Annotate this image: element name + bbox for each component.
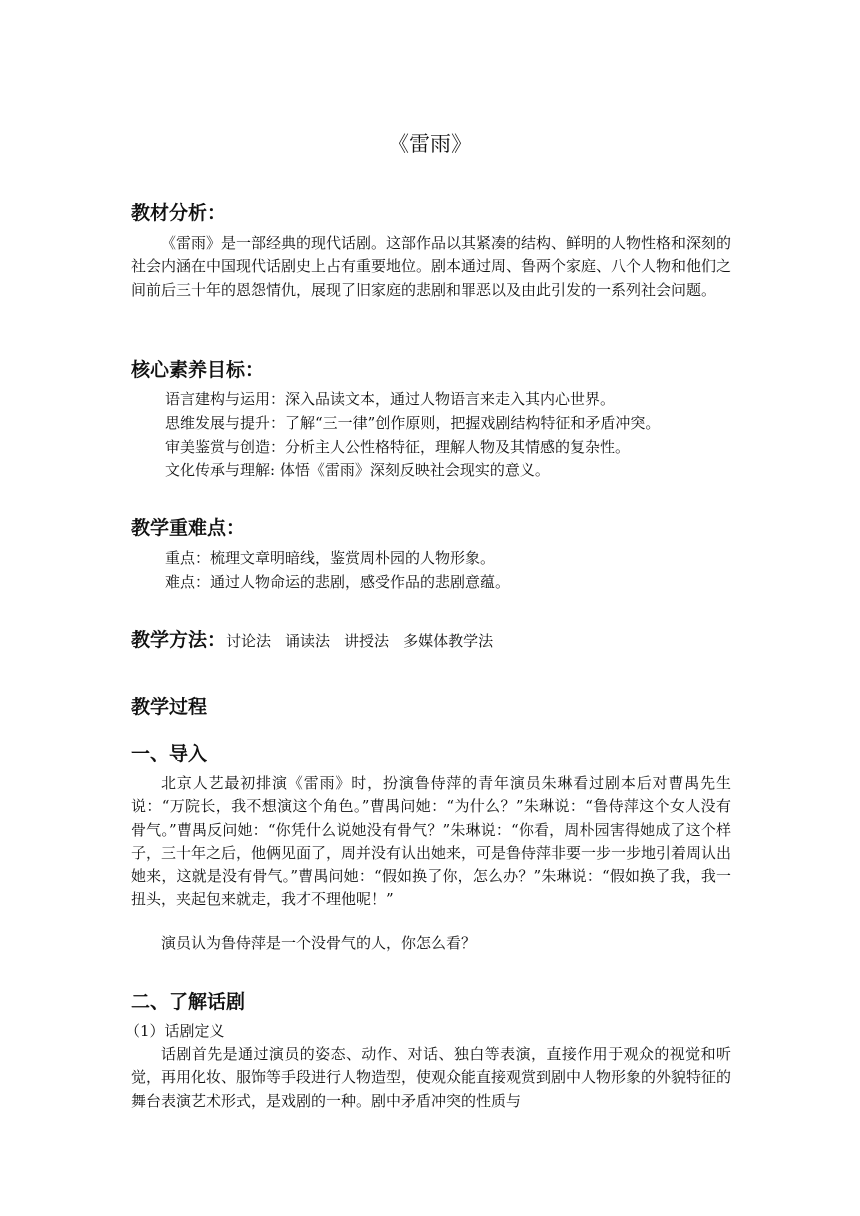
goal-item: 审美鉴赏与创造：分析主人公性格特征，理解人物及其情感的复杂性。 <box>165 438 631 456</box>
method-item: 讲授法 <box>344 632 390 650</box>
method-item: 诵读法 <box>285 632 331 650</box>
drama-heading: 二、了解话剧 <box>131 991 246 1013</box>
key-points-heading: 教学重难点： <box>131 517 246 539</box>
analysis-heading: 教材分析： <box>131 202 227 224</box>
methods-list <box>226 632 507 650</box>
goal-item: 语言建构与运用：深入品读文本，通过人物语言来走入其内心世界。 <box>165 390 616 408</box>
methods-line <box>131 625 507 652</box>
process-heading: 教学过程 <box>131 696 208 718</box>
key-point-item: 重点：梳理文章明暗线，鉴赏周朴园的人物形象。 <box>165 549 496 567</box>
goal-item: 思维发展与提升：了解“三一律”创作原则，把握戏剧结构特征和矛盾冲突。 <box>165 414 661 432</box>
method-item: 多媒体教学法 <box>403 632 494 650</box>
document-title: 《雷雨》 <box>388 132 472 156</box>
analysis-paragraph: 《雷雨》是一部经典的现代话剧。这部作品以其紧凑的结构、鲜明的人物性格和深刻的社会内涵在中国现代话剧史上占有重要地位。剧本通过周、鲁两个家庭、八个人物和他们之间前后三十年的恩怨情仇，展现了旧家庭的悲剧和罪恶以及由此引发的一系列社会问题。 <box>131 234 732 299</box>
drama-definition-label: （1）话剧定义 <box>125 1022 225 1040</box>
goal-item: 文化传承与理解: 体悟《雷雨》深刻反映社会现实的意义。 <box>165 461 550 479</box>
goals-heading: 核心素养目标： <box>131 359 265 381</box>
key-point-item: 难点：通过人物命运的悲剧，感受作品的悲剧意蕴。 <box>165 573 511 591</box>
drama-definition-paragraph: 话剧首先是通过演员的姿态、动作、对话、独白等表演，直接作用于观众的视觉和听觉，再用化妆、服饰等手段进行人物造型，使观众能直接观赏到剧中人物形象的外貌特征的舞台表演艺术形式，是戏剧的一种。剧中矛盾冲突的性质与 <box>131 1045 732 1110</box>
methods-heading: 教学方法： <box>131 629 227 651</box>
intro-paragraph: 北京人艺最初排演《雷雨》时，扮演鲁侍萍的青年演员朱琳看过剧本后对曹禺先生说：“万院长，我不想演这个角色。”曹禺问她：“为什么？”朱琳说：“鲁侍萍这个女人没有骨气。”曹禺反问她：“你凭什么说她没有骨气？”朱琳说：“你看，周朴园害得她成了这个样子，三十年之后，他俩见面了，周并没有认出她来，可是鲁侍萍非要一步一步地引着周认出她来，这就是没有骨气。”曹禺问她：“假如换了你，怎么办？”朱琳说：“假如换了我，我一扭头，夹起包来就走，我才不理他呢！” <box>131 774 732 909</box>
intro-question: 演员认为鲁侍萍是一个没骨气的人，你怎么看？ <box>161 934 477 952</box>
intro-heading: 一、导入 <box>131 743 208 765</box>
method-item: 讨论法 <box>226 632 272 650</box>
